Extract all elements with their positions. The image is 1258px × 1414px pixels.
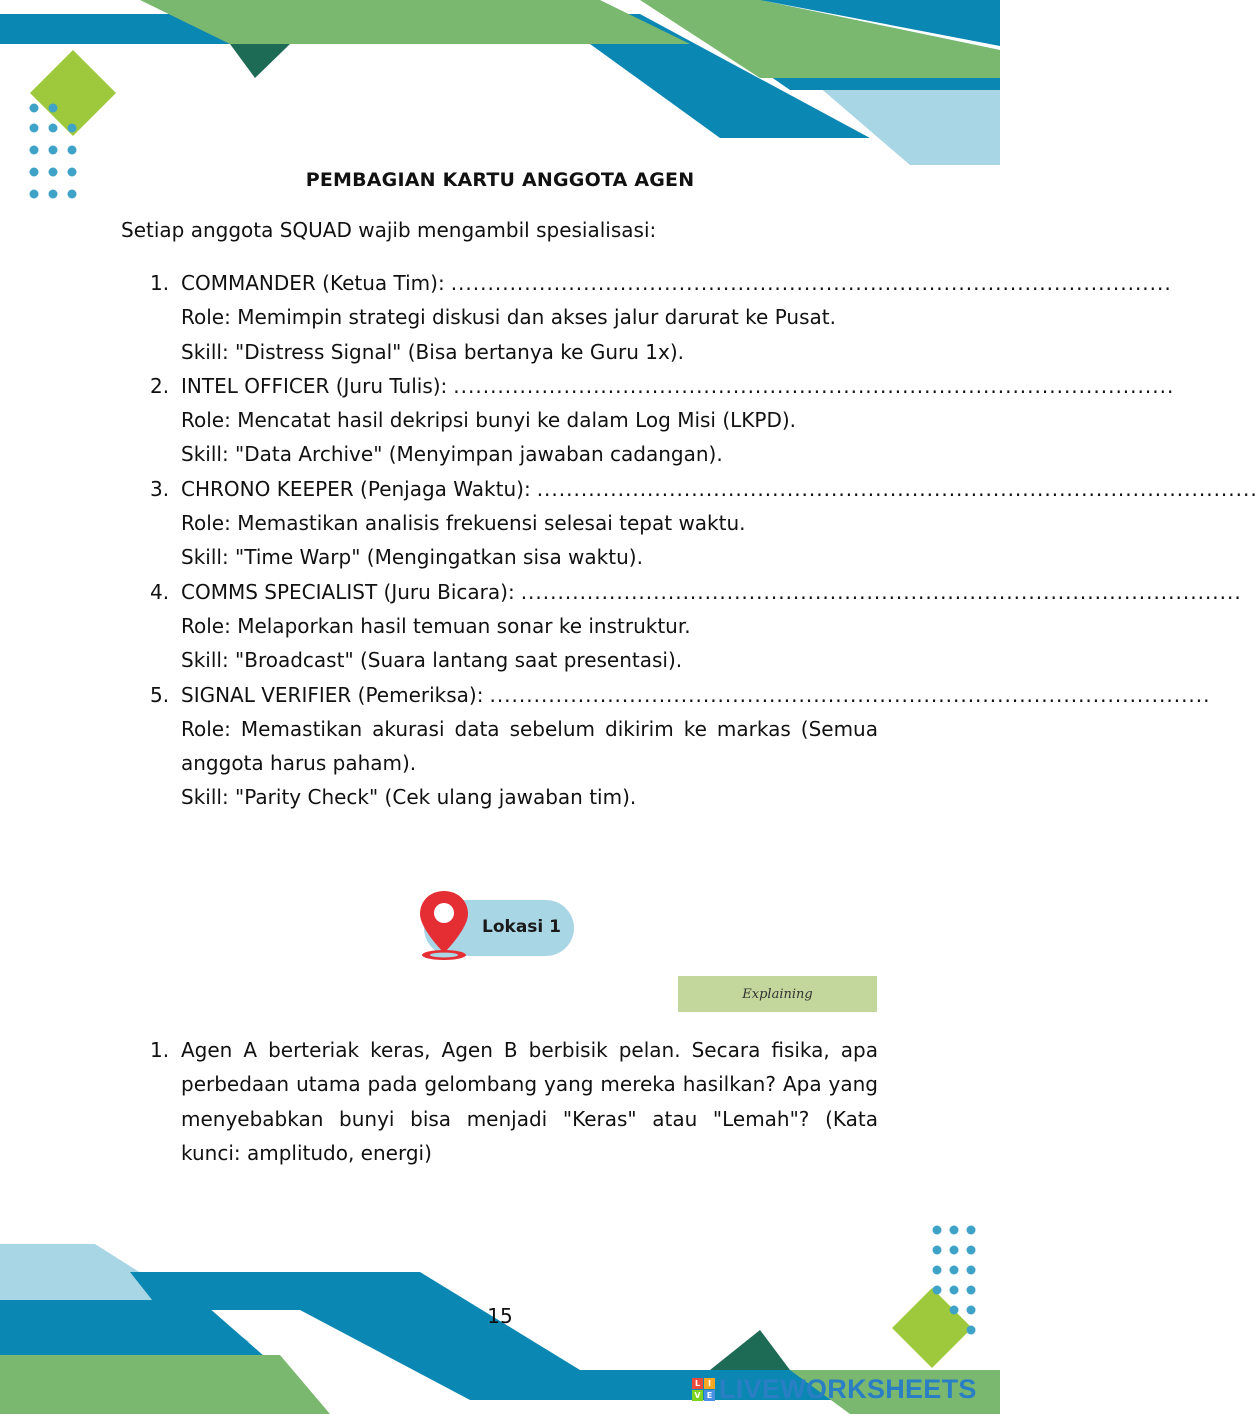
location-badge-label: Lokasi 1 xyxy=(482,917,561,937)
top-lime-diamond xyxy=(30,50,116,136)
bottom-dark-green-triangle xyxy=(710,1330,790,1370)
question-number: 1. xyxy=(150,1038,170,1062)
role-name: COMMANDER (Ketua Tim): xyxy=(181,271,445,295)
explaining-tag: Explaining xyxy=(678,976,877,1012)
role-number: 4. xyxy=(150,579,170,604)
role-number: 5. xyxy=(150,682,170,707)
intro-text: Setiap anggota SQUAD wajib mengambil spesialisasi: xyxy=(121,218,657,242)
role-item-intel-officer xyxy=(150,369,1175,472)
brand-name: LIVEWORKSHEETS xyxy=(719,1373,977,1404)
fill-in-dots: .................................................................................................. xyxy=(489,682,1211,707)
role-skill: Skill: "Data Archive" (Menyimpan jawaban cadangan). xyxy=(181,442,723,467)
role-name: CHRONO KEEPER (Penjaga Waktu): xyxy=(181,476,531,501)
map-pin-icon xyxy=(418,887,474,963)
role-number: 3. xyxy=(150,476,170,501)
brand-logo-letter: I xyxy=(704,1378,715,1389)
fill-in-dots: .................................................................................................. xyxy=(450,271,1172,295)
role-description: Role: Melaporkan hasil temuan sonar ke instruktur. xyxy=(181,613,691,638)
question-list xyxy=(150,1033,878,1170)
role-item-comms-specialist xyxy=(150,575,1242,678)
role-description: Role: Memastikan analisis frekuensi selesai tepat waktu. xyxy=(181,511,746,536)
brand-logo-letter: L xyxy=(692,1378,703,1389)
brand-logo-letter: E xyxy=(704,1390,715,1401)
role-skill: Skill: "Distress Signal" (Bisa bertanya ke Guru 1x). xyxy=(181,339,684,364)
fill-in-dots: .................................................................................................. xyxy=(536,476,1258,501)
role-name: COMMS SPECIALIST (Juru Bicara): xyxy=(181,579,515,604)
fill-in-dots: .................................................................................................. xyxy=(520,579,1242,604)
top-green-band-left xyxy=(140,0,690,44)
role-item-chrono-keeper xyxy=(150,472,1258,575)
top-dark-green-triangle xyxy=(230,44,290,78)
role-skill: Skill: "Broadcast" (Suara lantang saat presentasi). xyxy=(181,648,683,673)
bottom-green-band xyxy=(0,1355,330,1414)
bottom-lime-diamond xyxy=(892,1288,972,1368)
role-description: Role: Memimpin strategi diskusi dan akses jalur darurat ke Pusat. xyxy=(181,305,836,330)
brand-logo-icon xyxy=(692,1378,715,1401)
role-item-signal-verifier xyxy=(150,678,1211,815)
role-description: Role: Memastikan akurasi data sebelum dikirim ke markas (Semua anggota harus paham). xyxy=(181,716,878,776)
question-item xyxy=(150,1033,878,1170)
role-skill: Skill: "Time Warp" (Mengingatkan sisa waktu). xyxy=(181,545,643,570)
fill-in-dots: .................................................................................................. xyxy=(453,373,1175,398)
question-text: Agen A berteriak keras, Agen B berbisik pelan. Secara fisika, apa perbedaan utama pada gelombang yang mereka hasilkan? Apa yang menyebabkan bunyi bisa menjadi "Keras" atau "Lemah"? (Kata kunci: amplitudo, energi) xyxy=(181,1038,878,1165)
brand-logo-letter: V xyxy=(692,1390,703,1401)
role-number: 1. xyxy=(150,271,170,295)
page-title: PEMBAGIAN KARTU ANGGOTA AGEN xyxy=(305,169,695,191)
role-name: INTEL OFFICER (Juru Tulis): xyxy=(181,373,448,398)
role-list xyxy=(150,266,1258,815)
role-item-commander xyxy=(150,266,1172,369)
location-badge xyxy=(418,887,578,963)
liveworksheets-brand[interactable] xyxy=(692,1372,977,1406)
role-description: Role: Mencatat hasil dekripsi bunyi ke dalam Log Misi (LKPD). xyxy=(181,408,797,433)
role-name: SIGNAL VERIFIER (Pemeriksa): xyxy=(181,682,484,707)
role-number: 2. xyxy=(150,373,170,398)
page-number: 15 xyxy=(487,1304,513,1328)
role-skill: Skill: "Parity Check" (Cek ulang jawaban tim). xyxy=(181,785,637,810)
